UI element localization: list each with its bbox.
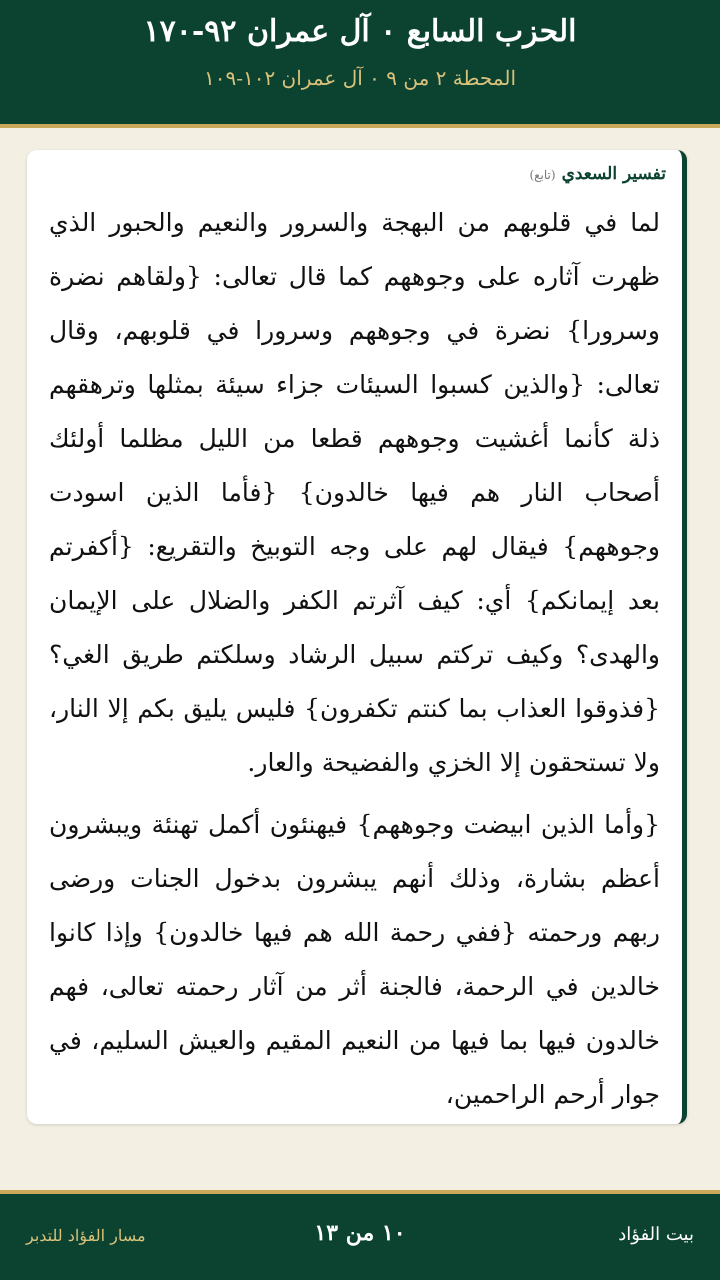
tafsir-card[interactable] (27, 150, 687, 1124)
station-subtitle: المحطة ٢ من ٩ ٠ آل عمران ١٠٢-١٠٩ (203, 66, 517, 90)
hizb-title: الحزب السابع ٠ آل عمران ٩٢-١٧٠ (143, 14, 577, 49)
bottom-bar (0, 1190, 720, 1280)
page-indicator: ١٠ من ١٣ (314, 1220, 406, 1246)
tafsir-source-heading (529, 164, 666, 184)
tafsir-source-title: تفسير السعدي (561, 164, 666, 184)
top-header (0, 0, 720, 128)
tafsir-paragraph: {وأما الذين ابيضت وجوههم} فيهنئون أكمل تهنئة ويبشرون أعظم بشارة، وذلك أنهم يبشرون بدخول الجنات ورضى ربهم ورحمته {ففي رحمة الله هم فيها خالدون} وإذا كانوا خالدين في الرحمة، فالجنة أثر من آثار رحمته تعالى، فهم خالدون فيها بما فيها من النعيم المقيم والعيش السليم، في جوار أرحم الراحمين، (49, 810, 660, 1109)
tafsir-body (49, 196, 660, 1122)
tafsir-paragraph: لما في قلوبهم من البهجة والسرور والنعيم والحبور الذي ظهرت آثاره على وجوههم كما قال تعالى: {ولقاهم نضرة وسرورا} نضرة في وجوههم وسرورا في قلوبهم، وقال تعالى: {والذين كسبوا السيئات جزاء سيئة بمثلها وترهقهم ذلة كأنما أغشيت وجوههم قطعا من الليل مظلما أولئك أصحاب النار هم فيها خالدون} {فأما الذين اسودت وجوههم} فيقال لهم على وجه التوبيخ والتقريع: {أكفرتم بعد إيمانكم} أي: كيف آثرتم الكفر والضلال على الإيمان والهدى؟ وكيف تركتم سبيل الرشاد وسلكتم طريق الغي؟ {فذوقوا العذاب بما كنتم تكفرون} فليس يليق بكم إلا النار، ولا تستحقون إلا الخزي والفضيحة والعار. (49, 208, 660, 777)
home-link[interactable]: بيت الفؤاد (618, 1224, 694, 1245)
continued-tag: (تابع) (529, 168, 556, 182)
app-name-link[interactable]: مسار الفؤاد للتدبر (26, 1226, 146, 1245)
